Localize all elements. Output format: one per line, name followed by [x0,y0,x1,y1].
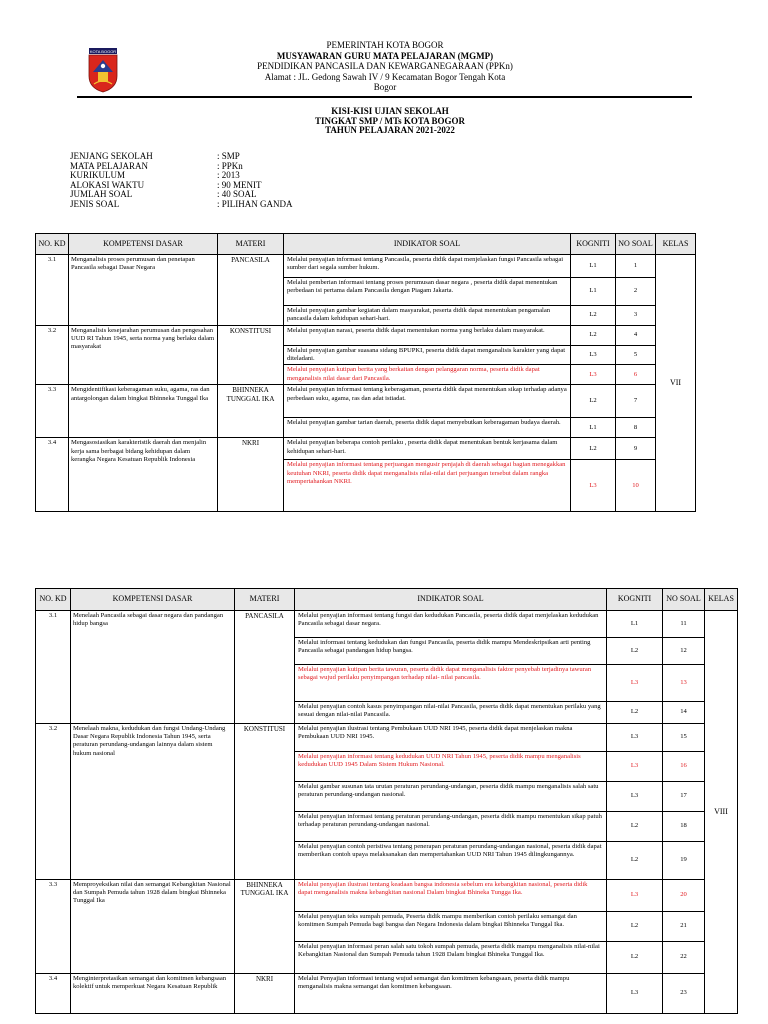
info-value: : PILIHAN GANDA [217,198,293,209]
letterhead-address-city: Bogor [373,82,397,92]
nomor-soal: 13 [663,665,705,702]
nomor-soal: 10 [616,460,656,512]
nomor-soal: 23 [663,974,705,1014]
kognitif-level: L3 [607,974,663,1014]
kognitif-level: L1 [571,418,616,438]
nomor-soal: 9 [616,438,656,460]
table-row [36,974,738,1014]
kognitif-level: L2 [607,638,663,665]
column-header: KELAS [705,589,738,611]
nomor-soal: 14 [663,702,705,724]
kognitif-level: L3 [607,724,663,752]
table-row [36,611,738,638]
kognitif-level: L2 [571,385,616,418]
nomor-soal: 3 [616,306,656,326]
column-header: INDIKATOR SOAL [284,234,571,255]
indikator-soal: Melalui penyajian kutipan berita yang berkaitan dengan pelanggaran norma, peserta didik dapat menganalisis nilai dasar dari Pancasila. [284,365,571,385]
kognitif-level: L1 [571,255,616,278]
info-value: : SMP [217,151,240,161]
nomor-soal: 6 [616,365,656,385]
table-row [36,385,696,418]
indikator-soal: Melalui penyajian kutipan berita tawuran, peserta didik dapat menganalisis faktor penyebab terjadinya tawuran sebagai wujud perilaku penyimpangan terhadap nilai- nilai pancasila. [295,665,607,702]
indikator-soal: Melalui penyajian informasi tentang fungsi dan kedudukan Pancasila, peserta didik dapat menjelaskan kedudukan Pancasila sebagai dasar negara. [295,611,607,638]
table-header-row [36,589,738,611]
materi: KONSTITUSI [218,326,284,385]
indikator-soal: Melalui informasi tentang kedudukan dan fungsi Pancasila, peserta didik mampu Mendeskripsikan arti penting Pancasila sebagai pandangan hidup bangsa. [295,638,607,665]
kognitif-level: L2 [607,912,663,942]
exam-info [70,152,293,210]
column-header: KOGNITI [607,589,663,611]
info-key: ALOKASI WAKTU [70,179,145,190]
kognitif-level: L3 [571,365,616,385]
title-line-3: TAHUN PELAJARAN 2021-2022 [325,125,455,135]
kompetensi-dasar: Mengasosiasikan karakteristik daerah dan menjalin kerja sama berbagai bidang kehidupan dalam kerangka Negara Kesatuan Republik Indonesia [69,438,218,512]
nomor-soal: 19 [663,842,705,880]
indikator-soal: Melalui penyajian contoh peristiwa tentang penerapan peraturan perundang-undangan nasional, peserta didik dapat memberikan contoh upaya melaksanakan dan mempertahankan UUD NRI Tahun 1945 dilingkungannya. [295,842,607,880]
table-row [36,438,696,460]
kompetensi-dasar: Menganalisis proses perumusan dan penetapan Pancasila sebagai Dasar Negara [69,255,218,326]
table-header-row [36,234,696,255]
letterhead-line-2: MUSYAWARAN GURU MATA PELAJARAN (MGMP) [276,50,494,61]
indikator-soal: Melalui penyajian informasi tentang keberagaman, peserta didik dapat menentukan sikap terhadap adanya perbedaan suku, agama, ras dan adat istiadat. [284,385,571,418]
kisi-kisi-table-kelas-viii [35,588,738,1014]
kognitif-level: L1 [571,278,616,306]
kd-number: 3.3 [36,385,69,438]
document-title [200,107,580,136]
column-header: KELAS [656,234,696,255]
materi: NKRI [235,974,295,1014]
letterhead-line-1: PEMERINTAH KOTA BOGOR [326,40,444,50]
column-header: NO SOAL [663,589,705,611]
materi: PANCASILA [218,255,284,326]
materi: BHINNEKA TUNGGAL IKA [218,385,284,438]
kd-number: 3.4 [36,974,71,1014]
indikator-soal: Melalui penyajian contoh kasus penyimpangan nilai-nilai Pancasila, peserta didik dapat menentukan perilaku yang sesuai dengan nilai-nilai Pancasila. [295,702,607,724]
letterhead [180,40,590,93]
nomor-soal: 12 [663,638,705,665]
kognitif-level: L1 [607,611,663,638]
nomor-soal: 20 [663,880,705,912]
indikator-soal: Melalui penyajian informasi tentang peraturan perundang-undangan, peserta didik mampu menentukan sikap patuh terhadap peraturan perundang-undangan nasional. [295,812,607,842]
nomor-soal: 22 [663,942,705,974]
materi: NKRI [218,438,284,512]
column-header: INDIKATOR SOAL [295,589,607,611]
kd-number: 3.2 [36,326,69,385]
table-row [36,255,696,278]
materi: BHINNEKA TUNGGAL IKA [235,880,295,974]
kognitif-level: L2 [607,812,663,842]
info-value: : 90 MENIT [217,179,262,190]
info-value: : 2013 [217,170,240,181]
indikator-soal: Melalui penyajian narasi, peserta didik dapat menentukan norma yang berlaku dalam masyarakat. [284,326,571,346]
info-key: KURIKULUM [70,170,125,181]
letterhead-address: Alamat : JL. Gedong Sawah IV / 9 Kecamatan Bogor Tengah Kota [264,71,506,82]
table-row [36,326,696,346]
kisi-kisi-table-kelas-vii [35,233,696,512]
indikator-soal: Melalui penyajian informasi tentang Pancasila, peserta didik dapat menjelaskan fungsi Pancasila sebagai sumber dari segala sumber hukum. [284,255,571,278]
kognitif-level: L2 [571,306,616,326]
kompetensi-dasar: Menelaah makna, kedudukan dan fungsi Undang-Undang Dasar Negara Republik Indonesia Tahun 1945, serta peraturan perundang-undangan lainnya dalam sistem hukum nasional [71,724,235,880]
indikator-soal: Melalui penyajian gambar tarian daerah, peserta didik dapat menyebutkan keberagaman budaya daerah. [284,418,571,438]
indikator-soal: Melalui penyajian gambar kegiatan dalam masyarakat, peserta didik dapat menentukan pengamalan pancasila dalam kehidupan sehari-hari. [284,306,571,326]
kognitif-level: L3 [607,782,663,812]
svg-text:KOTA BOGOR: KOTA BOGOR [89,49,117,54]
indikator-soal: Melalui penyajian informasi peran salah satu tokoh sumpah pemuda, peserta didik mampu menganalisis nilai-nilai Kebangkitan Nasional dan Sumpah Pemuda tahun 1928 Dalam bingkai Bhineka Tunggal Ika. [295,942,607,974]
nomor-soal: 7 [616,385,656,418]
kognitif-level: L3 [571,460,616,512]
column-header: MATERI [218,234,284,255]
kompetensi-dasar: Mengidentifikasi keberagaman suku, agama, ras dan antargolongan dalam bingkai Bhinneka Tunggal Ika [69,385,218,438]
materi: KONSTITUSI [235,724,295,880]
materi: PANCASILA [235,611,295,724]
nomor-soal: 5 [616,346,656,365]
indikator-soal: Melalui penyajian gambar suasana sidang BPUPKI, peserta didik dapat menganalisis karakter yang dapat diteladani. [284,346,571,365]
kompetensi-dasar: Menelaah Pancasila sebagai dasar negara dan pandangan hidup bangsa [71,611,235,724]
info-key: JENIS SOAL [70,198,120,209]
table-row [36,724,738,752]
title-line-2: TINGKAT SMP / MTs KOTA BOGOR [315,115,465,126]
kompetensi-dasar: Menginterpretasikan semangat dan komitmen kebangsaan kolektif untuk memperkuat Negara Kesatuan Republik [71,974,235,1014]
letterhead-divider [77,96,692,98]
kompetensi-dasar: Menganalisis kesejarahan perumusan dan pengesahan UUD RI Tahun 1945, serta norma yang berlaku dalam masyarakat [69,326,218,385]
indikator-soal: Melalui penyajian informasi tentang kedudukan UUD NRI Tahun 1945, peserta didik mampu menganalisis kedudukan UUD 1945 Dalam Sistem Hukum Nasional. [295,752,607,782]
letterhead-line-3: PENDIDIKAN PANCASILA DAN KEWARGANEGARAAN (PPKn) [257,61,513,71]
nomor-soal: 21 [663,912,705,942]
indikator-soal: Melalui penyajian teks sumpah pemuda, Peserta didik mampu memberikan contoh perilaku semangat dan komitmen Sumpah Pemuda bagi bangsa dan Negara Indonesia dalam bingkai Bhinneka Tunggal Ika. [295,912,607,942]
kd-number: 3.1 [36,611,71,724]
nomor-soal: 8 [616,418,656,438]
column-header: MATERI [235,589,295,611]
kd-number: 3.3 [36,880,71,974]
kognitif-level: L2 [571,438,616,460]
kognitif-level: L3 [607,665,663,702]
kd-number: 3.2 [36,724,71,880]
kognitif-level: L2 [607,842,663,880]
table-row [36,880,738,912]
info-key: JUMLAH SOAL [70,189,133,200]
info-value: : PPKn [217,160,243,171]
column-header: NO SOAL [616,234,656,255]
column-header: KOMPETENSI DASAR [69,234,218,255]
column-header: NO. KD [36,234,69,255]
kognitif-level: L2 [607,702,663,724]
column-header: KOGNITI [571,234,616,255]
info-row [70,200,293,210]
indikator-soal: Melalui Penyajian informasi tentang wujud semangat dan komitmen kebangsaan, peserta didik mampu menganalisis makna semangat dan komitmen kebangsaan. [295,974,607,1014]
kognitif-level: L2 [571,326,616,346]
kota-bogor-logo [77,46,129,94]
nomor-soal: 18 [663,812,705,842]
kelas: VII [656,255,696,512]
kognitif-level: L3 [571,346,616,365]
kelas: VIII [705,611,738,1014]
column-header: KOMPETENSI DASAR [71,589,235,611]
indikator-soal: Melalui gambar susunan tata urutan peraturan perundang-undangan, peserta didik mampu menganalisis salah satu peraturan perundang-undangan nasional. [295,782,607,812]
nomor-soal: 15 [663,724,705,752]
info-key: JENJANG SEKOLAH [70,151,153,161]
title-line-1: KISI-KISI UJIAN SEKOLAH [331,106,449,116]
kd-number: 3.1 [36,255,69,326]
nomor-soal: 11 [663,611,705,638]
kognitif-level: L3 [607,752,663,782]
nomor-soal: 1 [616,255,656,278]
indikator-soal: Melalui penyajian ilustrasi tentang keadaan bangsa indonesia sebelum era kebangkitan nasional, peserta didik dapat menganalisis makna kebangkitan nasional Dalam bingkai Bhineka Tungga Ika. [295,880,607,912]
info-key: MATA PELAJARAN [70,160,149,171]
kd-number: 3.4 [36,438,69,512]
indikator-soal: Melalui penyajian ilustrasi tentang Pembukaan UUD NRI 1945, peserta didik dapat menjelaskan makna Pembukaan UUD NRI 1945. [295,724,607,752]
column-header: NO. KD [36,589,71,611]
nomor-soal: 4 [616,326,656,346]
indikator-soal: Melalui penyajian informasi tentang perjuangan mengusir penjajah di daerah sebagai bagian menegakkan keutuhan NKRI, peserta didik dapat menganalisis nilai-nilai dari perjuangan tersebut dalam rangka mempertahankan NKRI. [284,460,571,512]
nomor-soal: 16 [663,752,705,782]
nomor-soal: 2 [616,278,656,306]
kompetensi-dasar: Memproyeksikan nilai dan semangat Kebangkitan Nasional dan Sumpah Pemuda tahun 1928 dalam bingkai Bhinneka Tunggal Ika [71,880,235,974]
kognitif-level: L2 [607,942,663,974]
kognitif-level: L3 [607,880,663,912]
nomor-soal: 17 [663,782,705,812]
indikator-soal: Melalui pemberian informasi tentang proses perumusan dasar negara , peserta didik dapat menentukan perbedaan isi pertama dalam Pancasila dengan Piagam Jakarta. [284,278,571,306]
info-value: : 40 SOAL [217,189,257,200]
indikator-soal: Melalui penyajian beberapa contoh perilaku , peserta didik dapat menentukan bentuk kerjasama dalam kehidupan sehari-hari. [284,438,571,460]
